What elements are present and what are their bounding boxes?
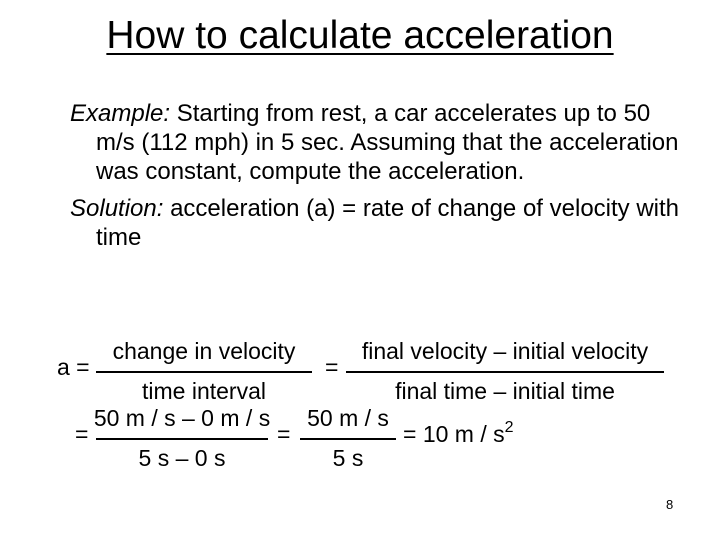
fraction-numerator: 50 m / s (307, 405, 389, 431)
fraction-simplified (300, 407, 396, 470)
solution-paragraph (70, 194, 690, 252)
fraction-change-over-interval (96, 340, 312, 403)
fraction-numerator: final velocity – initial velocity (361, 338, 649, 364)
fraction-bar (300, 438, 396, 440)
slide-title: How to calculate acceleration (106, 14, 614, 57)
equation-lhs: a = (57, 354, 90, 380)
fraction-numerator: 50 m / s – 0 m / s (93, 405, 271, 431)
equals-sign: = (277, 421, 291, 447)
fraction-final-minus-initial (346, 340, 664, 403)
example-paragraph (70, 99, 690, 186)
example-text: Starting from rest, a car accelerates up to 50 m/s (112 mph) in 5 sec. Assuming that the acceleration was constant, compute the acceleration. (96, 100, 679, 185)
equation-result (403, 419, 514, 447)
fraction-bar (96, 438, 268, 440)
fraction-denominator: 5 s (332, 444, 364, 471)
fraction-denominator: 5 s – 0 s (138, 444, 226, 471)
example-label: Example: (70, 100, 171, 127)
solution-text: acceleration (a) = rate of change of velocity with time (96, 195, 680, 251)
equals-sign: = (75, 421, 89, 447)
solution-label: Solution: (70, 195, 164, 222)
fraction-denominator: time interval (142, 377, 266, 404)
fraction-bar (346, 371, 664, 373)
page-number: 8 (666, 497, 674, 512)
fraction-numeric-difference (93, 405, 271, 471)
fraction-denominator: final time – initial time (395, 377, 615, 404)
fraction-numerator: change in velocity (112, 338, 296, 364)
slide-body (70, 99, 690, 252)
result-exponent: 2 (504, 419, 514, 436)
fraction-bar (96, 371, 312, 373)
result-value: = 10 m / s (403, 421, 505, 447)
equals-sign: = (325, 354, 339, 380)
